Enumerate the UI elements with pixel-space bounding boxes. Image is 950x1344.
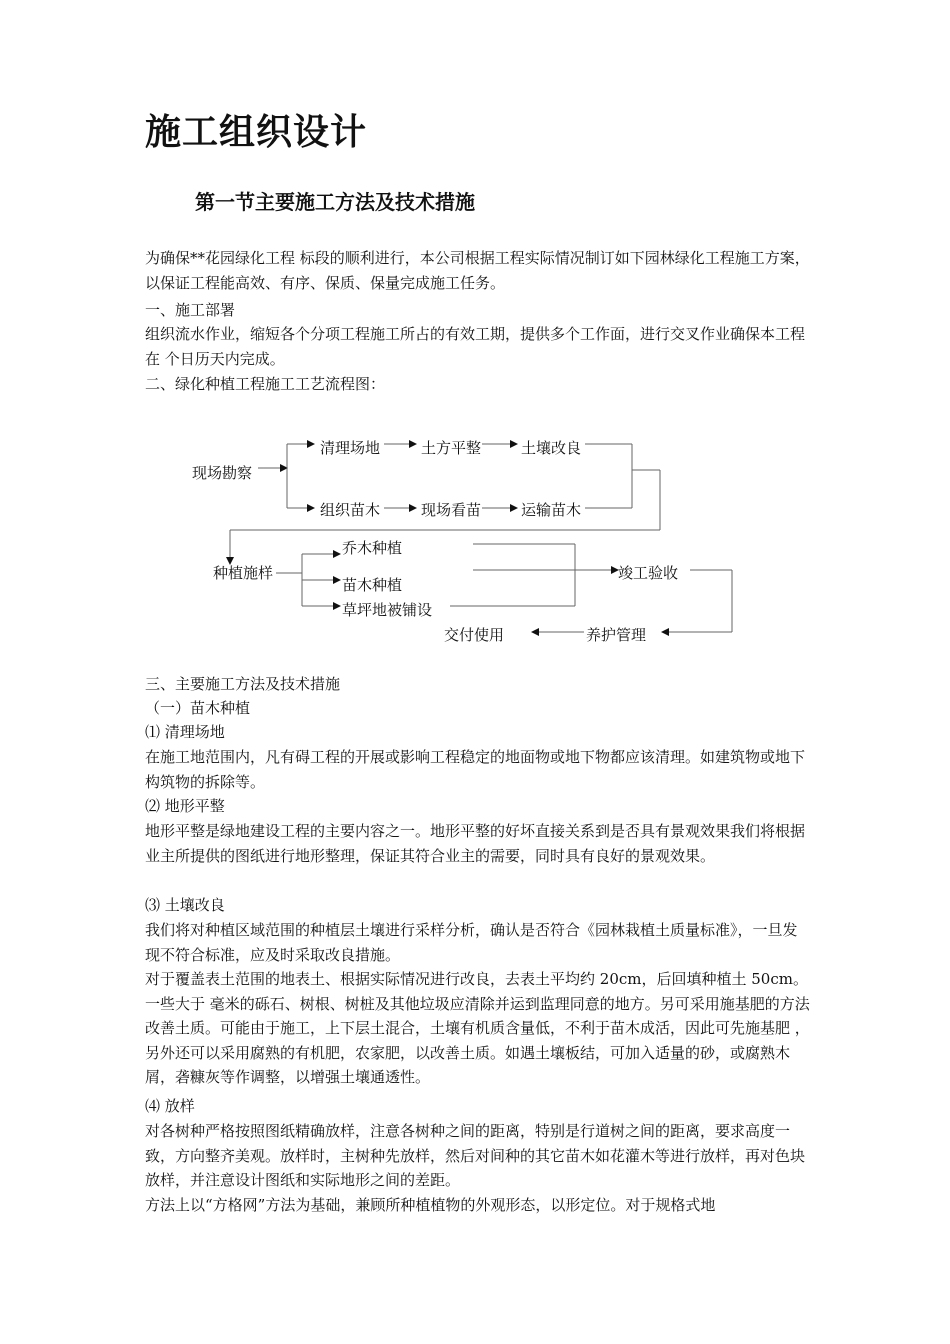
node-level-earth: 土方平整 — [421, 439, 482, 457]
node-acceptance: 竣工验收 — [618, 564, 679, 582]
node-survey: 现场勘察 — [192, 464, 253, 482]
step4-text: 对各树种严格按照图纸精确放样，注意各树种之间的距离，特别是行道树之间的距离，要求高度一致，方向整齐美观。放样时，主树种先放样，然后对间种的其它苗木如花灌木等进行放样，再对色块放样，并注意设计图纸和实际地形之间的差距。 — [145, 1122, 806, 1189]
intro-paragraph: 为确保**花园绿化工程 标段的顺利进行，本公司根据工程实际情况制订如下园林绿化工程施工方案，以保证工程能高效、有序、保质、保量完成施工任务。 — [145, 249, 810, 292]
heading-methods: 三、主要施工方法及技术措施 — [145, 675, 341, 693]
section-title: 第一节主要施工方法及技术措施 — [195, 190, 475, 214]
node-lawn-cover: 草坪地被铺设 — [342, 601, 433, 619]
step4-title: ⑷ 放样 — [145, 1097, 195, 1115]
flowchart-connectors — [180, 430, 760, 650]
node-clear-site: 清理场地 — [320, 439, 381, 457]
step1-text: 在施工地范围内，凡有碍工程的开展或影响工程稳定的地面物或地下物都应该清理。如建筑物或地下构筑物的拆除等。 — [145, 748, 806, 791]
step2-title: ⑵ 地形平整 — [145, 797, 225, 815]
node-onsite-view: 现场看苗 — [421, 501, 482, 519]
node-planting-layout: 种植施样 — [213, 564, 274, 582]
node-organize-seedlings: 组织苗木 — [320, 501, 381, 519]
step4-text-2: 方法上以“方格网”方法为基础，兼顾所种植植物的外观形态，以形定位。对于规格式地 — [145, 1196, 716, 1214]
heading-deploy: 一、施工部署 — [145, 301, 236, 319]
step3-text-1: 我们将对种植区域范围的种植层土壤进行采样分析，确认是否符合《园林栽植土质量标准》，一旦发现不符合标准，应及时采取改良措施。 — [145, 921, 798, 964]
node-seedling-planting: 苗木种植 — [342, 576, 403, 594]
step3-text-2: 对于覆盖表土范围的地表土、根据实际情况进行改良，去表土平均约 20cm，后回填种植土 50cm。一些大于 毫米的砾石、树根、树桩及其他垃圾应清除并运到监理同意的地方。另可采用施基肥的方法改善土质。可能由于施工，上下层土混合，土壤有机质含量低，不利于苗木成活，因此可先施基肥 ，另外还可以采用腐熟的有机肥，农家肥，以改善土质。如遇土壤板结，可加入适量的砂，或腐熟木屑，砻糠灰等作调整，以增强土壤通透性。 — [145, 970, 810, 1086]
node-tree-planting: 乔木种植 — [342, 539, 403, 557]
document-title: 施工组织设计 — [145, 111, 368, 153]
step3-title: ⑶ 土壤改良 — [145, 896, 225, 914]
heading-flow: 二、绿化种植工程施工工艺流程图： — [145, 375, 386, 393]
node-handover: 交付使用 — [444, 626, 505, 644]
subheading-planting: （一）苗木种植 — [145, 699, 251, 717]
node-maintenance: 养护管理 — [586, 626, 647, 644]
deploy-paragraph: 组织流水作业，缩短各个分项工程施工所占的有效工期，提供多个工作面，进行交叉作业确保本工程在 个日历天内完成。 — [145, 325, 806, 368]
node-transport: 运输苗木 — [521, 501, 582, 519]
step2-text: 地形平整是绿地建设工程的主要内容之一。地形平整的好坏直接关系到是否具有景观效果我们将根据业主所提供的图纸进行地形整理，保证其符合业主的需要，同时具有良好的景观效果。 — [145, 822, 806, 865]
step1-title: ⑴ 清理场地 — [145, 723, 225, 741]
node-soil-improve: 土壤改良 — [521, 439, 582, 457]
process-flowchart — [180, 430, 760, 650]
